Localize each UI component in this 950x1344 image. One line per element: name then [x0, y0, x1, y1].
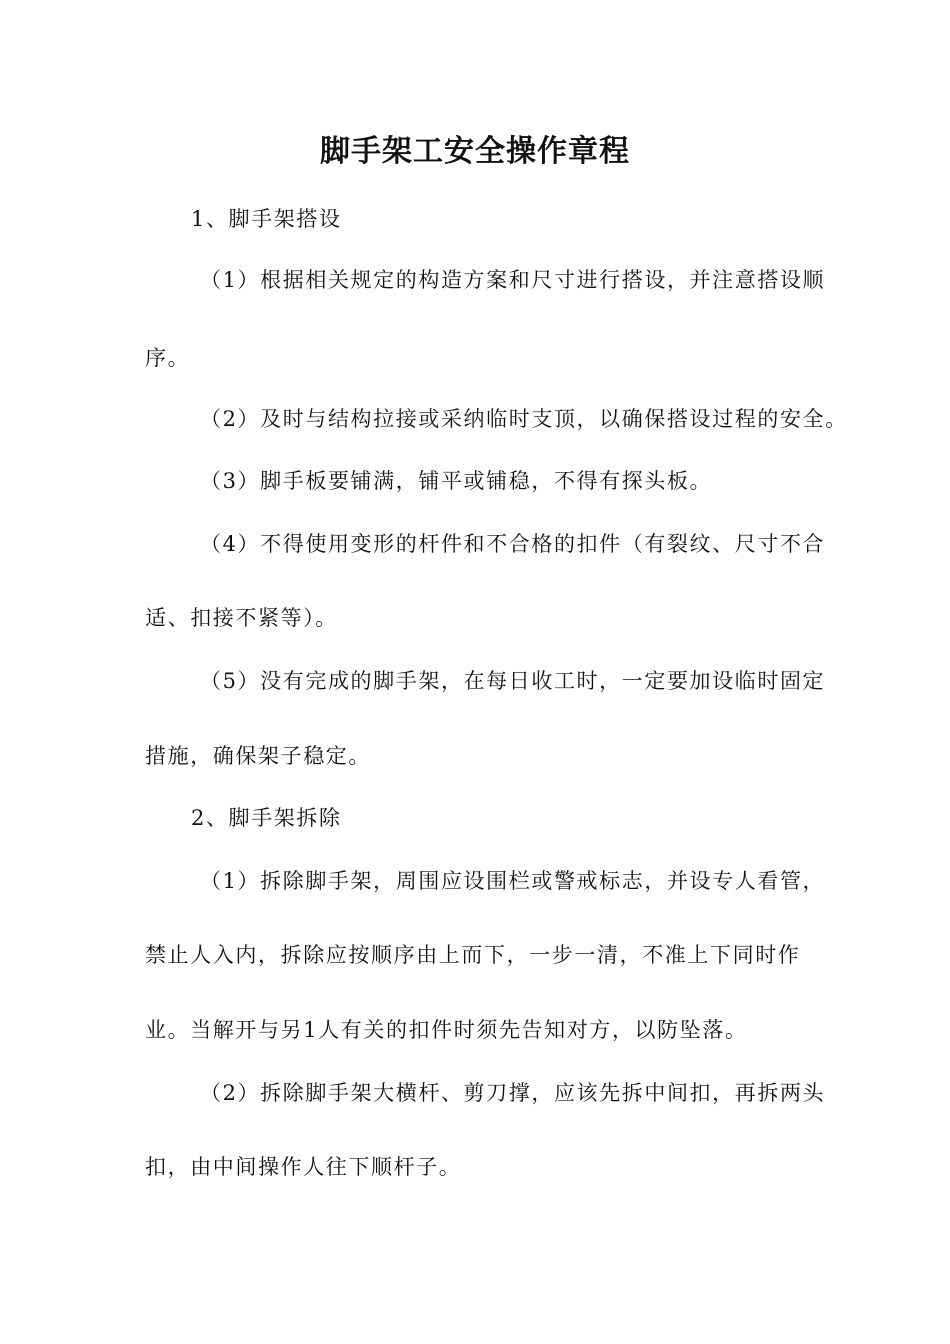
section-heading-1: 1、脚手架搭设 — [191, 207, 342, 231]
paragraph-line: （1）根据相关规定的构造方案和尺寸进行搭设，并注意搭设顺 — [200, 268, 826, 292]
paragraph-line: 适、扣接不紧等）。 — [145, 606, 338, 630]
paragraph-line: （1）拆除脚手架，周围应设围栏或警戒标志，并设专人看管， — [200, 869, 826, 893]
paragraph-line: 措施，确保架子稳定。 — [145, 744, 371, 768]
paragraph-line: （2）及时与结构拉接或采纳临时支顶，以确保搭设过程的安全。 — [200, 407, 848, 431]
paragraph-line: （3）脚手板要铺满，铺平或铺稳，不得有探头板。 — [200, 469, 713, 493]
paragraph-line: （2）拆除脚手架大横杆、剪刀撑，应该先拆中间扣，再拆两头 — [200, 1081, 826, 1105]
paragraph-line: （5）没有完成的脚手架，在每日收工时，一定要加设临时固定 — [200, 669, 826, 693]
paragraph-line: 业。当解开与另1人有关的扣件时须先告知对方，以防坠落。 — [145, 1018, 748, 1042]
paragraph-line: 序。 — [145, 346, 191, 370]
paragraph-line: 扣，由中间操作人往下顺杆子。 — [145, 1155, 462, 1179]
document-title: 脚手架工安全操作章程 — [320, 134, 630, 169]
paragraph-line: 禁止人入内，拆除应按顺序由上而下，一步一清，不准上下同时作 — [145, 943, 801, 967]
section-heading-2: 2、脚手架拆除 — [191, 806, 342, 830]
paragraph-line: （4）不得使用变形的杆件和不合格的扣件（有裂纹、尺寸不合 — [200, 532, 826, 556]
